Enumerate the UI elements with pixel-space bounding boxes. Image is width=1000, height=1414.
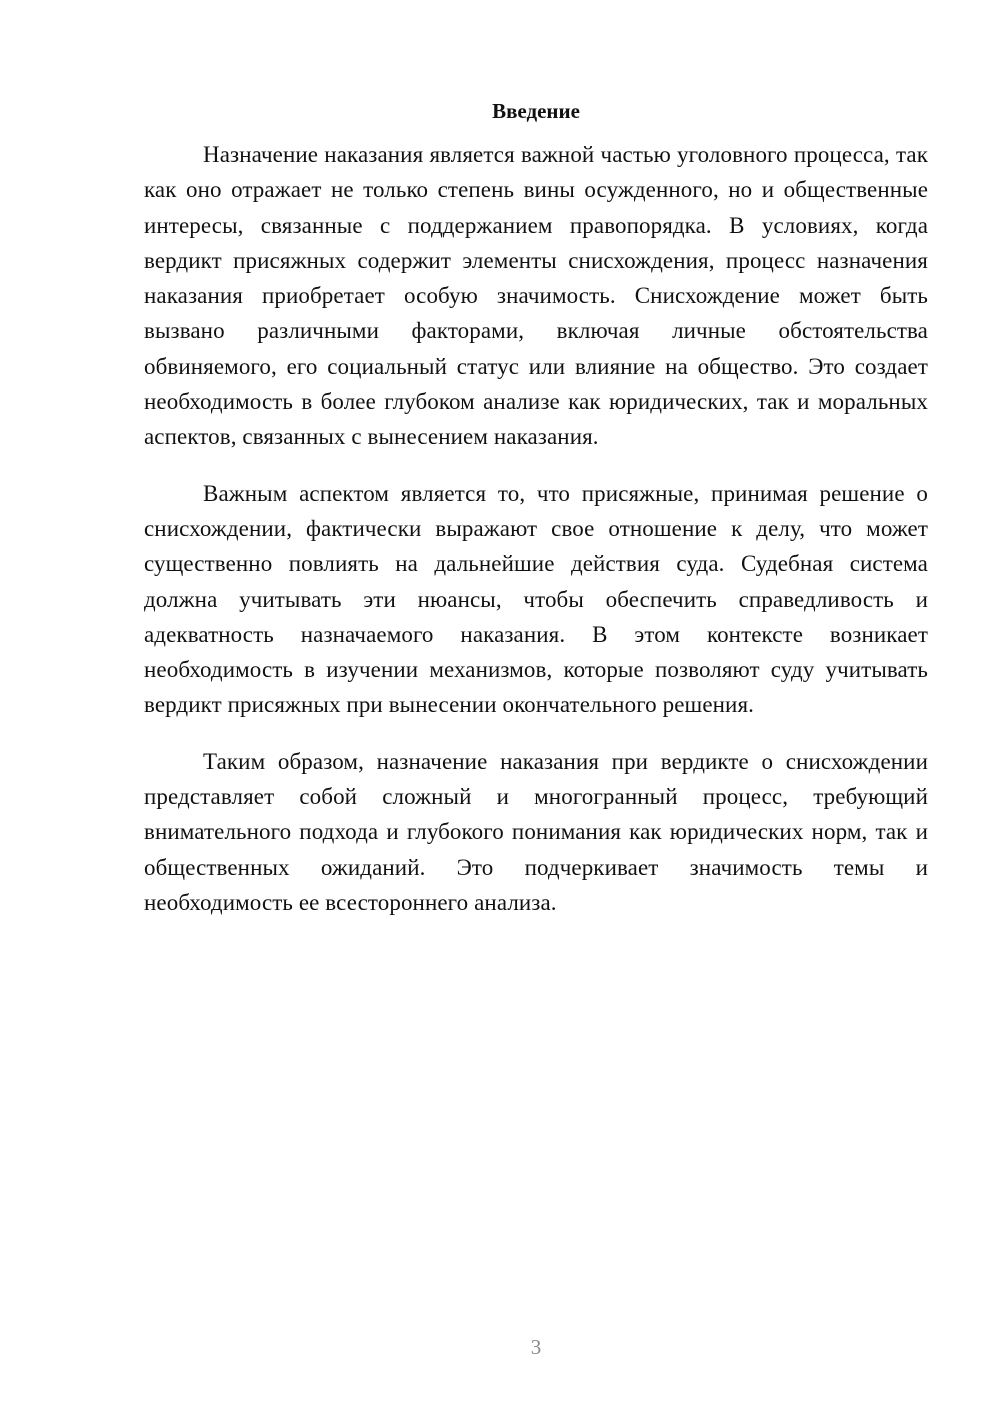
page-content [144, 96, 928, 941]
section-heading: Введение [492, 99, 580, 123]
paragraph-3: Таким образом, назначение наказания при вердикте о снисхождении представляет собой сложный и многогранный процесс, требующий внимательного подхода и глубокого понимания как юридических норм, так и общественных ожиданий. Это подчеркивает значимость темы и необходимость ее всестороннего анализа. [144, 748, 928, 915]
paragraph-1: Назначение наказания является важной частью уголовного процесса, так как оно отражает не только степень вины осужденного, но и общественные интересы, связанные с поддержанием правопорядка. В условиях, когда вердикт присяжных содержит элементы снисхождения, процесс назначения наказания приобретает особую значимость. Снисхождение может быть вызвано различными факторами, включая личные обстоятельства обвиняемого, его социальный статус или влияние на общество. Это создает необходимость в более глубоком анализе как юридических, так и моральных аспектов, связанных с вынесением наказания. [144, 142, 928, 450]
paragraph-2: Важным аспектом является то, что присяжные, принимая решение о снисхождении, фактически выражают свое отношение к делу, что может существенно повлиять на дальнейшие действия суда. Судебная система должна учитывать эти нюансы, чтобы обеспечить справедливость и адекватность назначаемого наказания. В этом контексте возникает необходимость в изучении механизмов, которые позволяют суду учитывать вердикт присяжных при вынесении окончательного решения. [144, 480, 928, 718]
page-number: 3 [530, 1335, 542, 1359]
